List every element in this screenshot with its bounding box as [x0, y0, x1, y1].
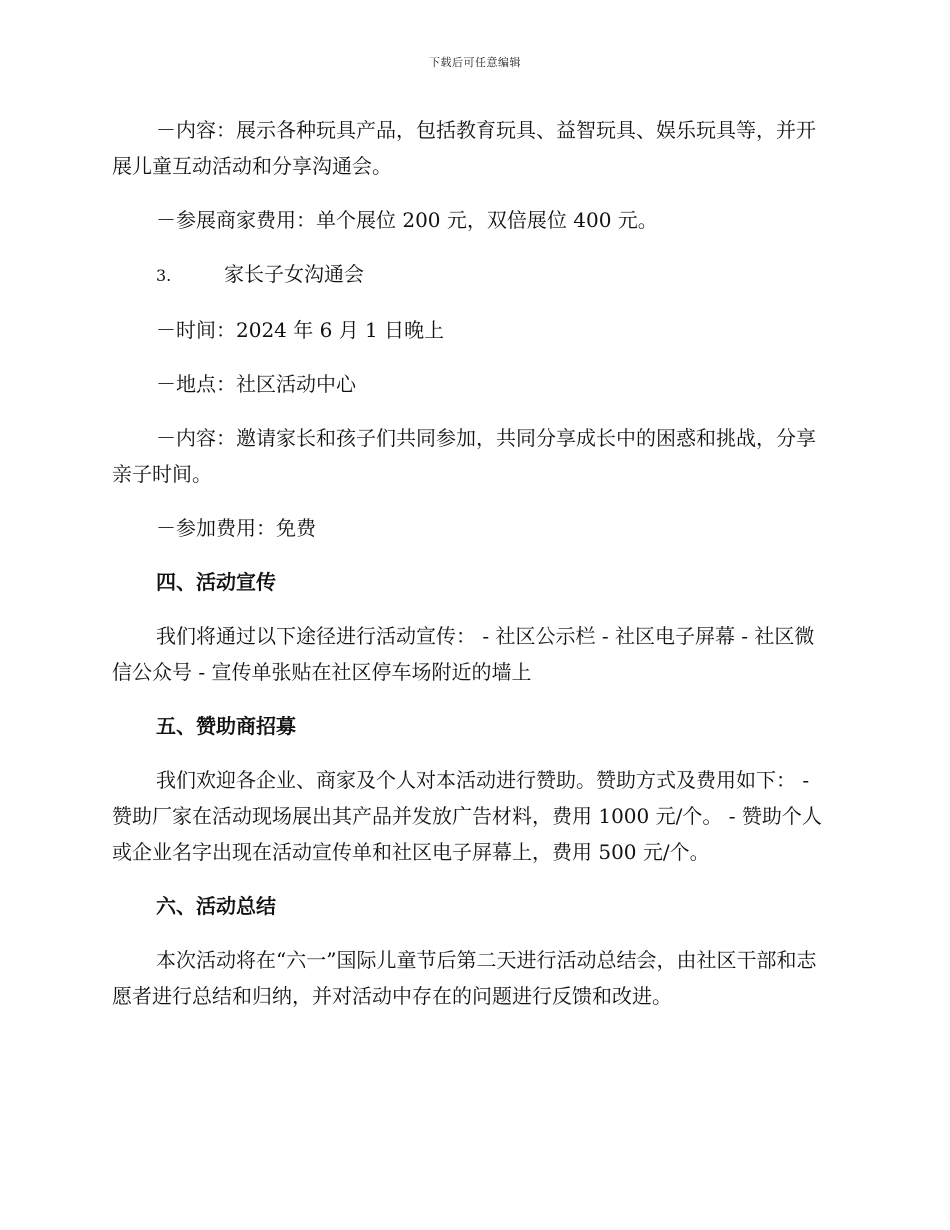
paragraph-sponsors: 我们欢迎各企业、商家及个人对本活动进行赞助。赞助方式及费用如下： - 赞助厂家在活动现场展出其产品并发放广告材料，费用 1000 元/个。 - 赞助个人或企业名字出现在活动宣传单和社区电子屏幕上，费用 500 元/个。	[112, 768, 822, 864]
list-number: 3.	[156, 266, 172, 285]
paragraph-meeting-location: －地点：社区活动中心	[156, 372, 356, 396]
numbered-item-parent-child-meeting	[112, 256, 830, 294]
page-header: 下载后可任意编辑	[429, 56, 521, 69]
paragraph-promotion: 我们将通过以下途径进行活动宣传： - 社区公示栏 - 社区电子屏幕 - 社区微信公众号 - 宣传单张贴在社区停车场附近的墙上	[112, 624, 815, 684]
list-item-title: 家长子女沟通会	[224, 262, 364, 286]
section-heading-promotion: 四、活动宣传	[156, 570, 276, 594]
paragraph-meeting-fee: －参加费用：免费	[156, 516, 316, 540]
paragraph-meeting-content: －内容：邀请家长和孩子们共同参加，共同分享成长中的困惑和挑战，分享亲子时间。	[112, 426, 816, 486]
section-heading-sponsors: 五、赞助商招募	[156, 714, 296, 738]
paragraph-expo-content: －内容：展示各种玩具产品，包括教育玩具、益智玩具、娱乐玩具等，并开展儿童互动活动和分享沟通会。	[112, 118, 816, 178]
paragraph-exhibitor-fee: －参展商家费用：单个展位 200 元，双倍展位 400 元。	[156, 208, 658, 232]
section-heading-summary: 六、活动总结	[156, 894, 276, 918]
document-body	[112, 112, 830, 1032]
paragraph-summary: 本次活动将在“六一”国际儿童节后第二天进行活动总结会，由社区干部和志愿者进行总结和归纳，并对活动中存在的问题进行反馈和改进。	[112, 948, 817, 1008]
paragraph-meeting-time: －时间：2024 年 6 月 1 日晚上	[156, 318, 445, 342]
